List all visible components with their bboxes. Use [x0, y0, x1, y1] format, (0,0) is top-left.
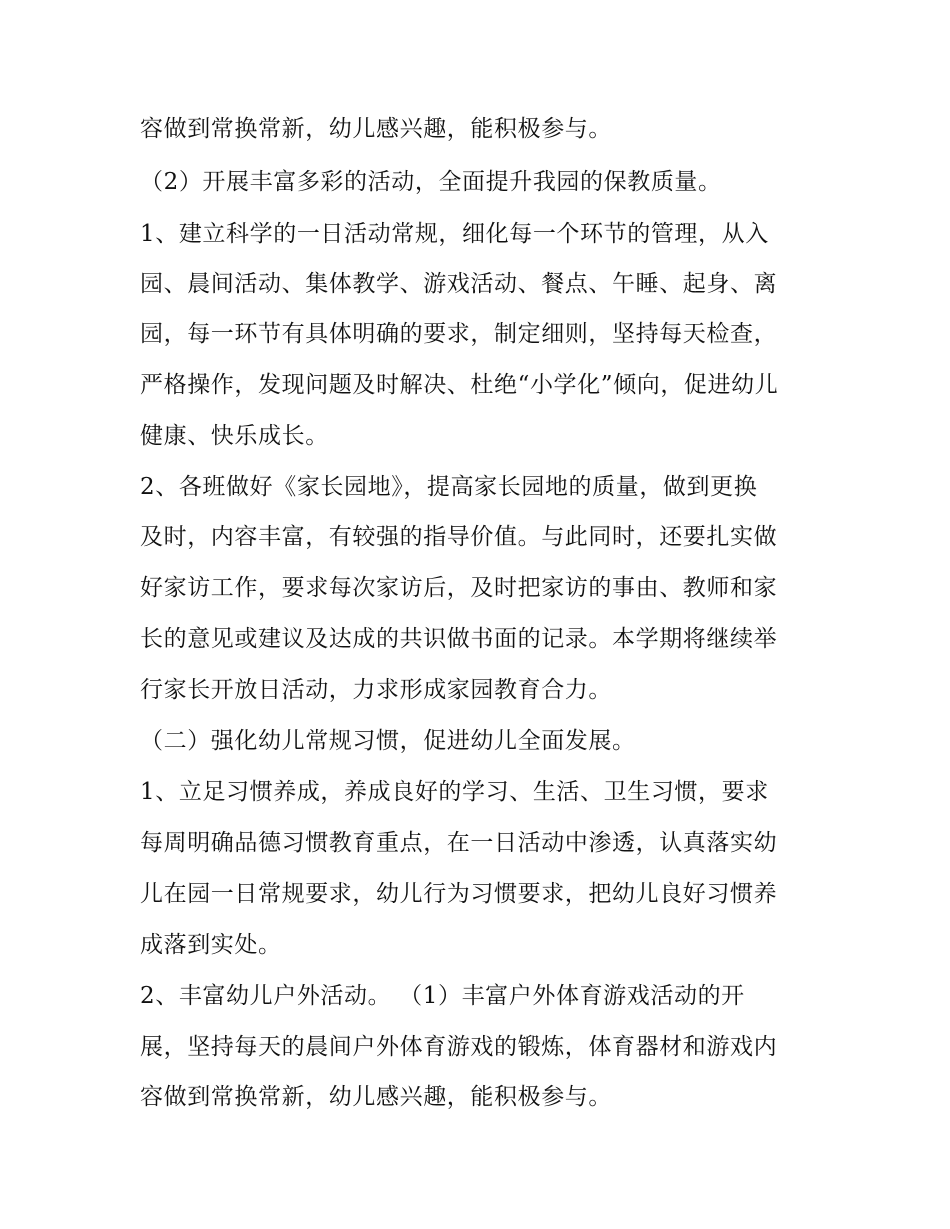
text-line: 1、立足习惯养成，养成良好的学习、生活、卫生习惯，要求: [140, 779, 769, 805]
section-heading: （二）强化幼儿常规习惯，促进幼儿全面发展。: [140, 728, 636, 754]
text-line: 容做到常换常新，幼儿感兴趣，能积极参与。: [140, 116, 612, 142]
text-line: 成落到实处。: [140, 932, 282, 958]
text-line: 园、晨间活动、集体教学、游戏活动、餐点、午睡、起身、离: [140, 271, 778, 297]
text-line: 2、丰富幼儿户外活动。 （1）丰富户外体育游戏活动的开: [140, 983, 745, 1009]
section-heading: （2）开展丰富多彩的活动，全面提升我园的保教质量。: [140, 169, 722, 195]
text-line: 每周明确品德习惯教育重点，在一日活动中渗透，认真落实幼: [140, 830, 778, 856]
text-line: 容做到常换常新，幼儿感兴趣，能积极参与。: [140, 1084, 612, 1110]
text-line: 2、各班做好《家长园地》，提高家长园地的质量，做到更换: [140, 474, 758, 500]
text-line: 展，坚持每天的晨间户外体育游戏的锻炼，体育器材和游戏内: [140, 1034, 778, 1060]
text-line: 长的意见或建议及达成的共识做书面的记录。本学期将继续举: [140, 626, 778, 652]
text-line: 严格操作，发现问题及时解决、杜绝“小学化”倾向，促进幼儿: [140, 372, 779, 398]
text-line: 园，每一环节有具体明确的要求，制定细则，坚持每天检查，: [140, 321, 778, 347]
text-line: 及时，内容丰富，有较强的指导价值。与此同时，还要扎实做: [140, 524, 778, 550]
text-line: 儿在园一日常规要求，幼儿行为习惯要求，把幼儿良好习惯养: [140, 881, 778, 907]
text-line: 好家访工作，要求每次家访后，及时把家访的事由、教师和家: [140, 575, 778, 601]
text-line: 健康、快乐成长。: [140, 423, 329, 449]
text-line: 行家长开放日活动，力求形成家园教育合力。: [140, 677, 612, 703]
text-line: 1、建立科学的一日活动常规，细化每一个环节的管理，从入: [140, 221, 769, 247]
